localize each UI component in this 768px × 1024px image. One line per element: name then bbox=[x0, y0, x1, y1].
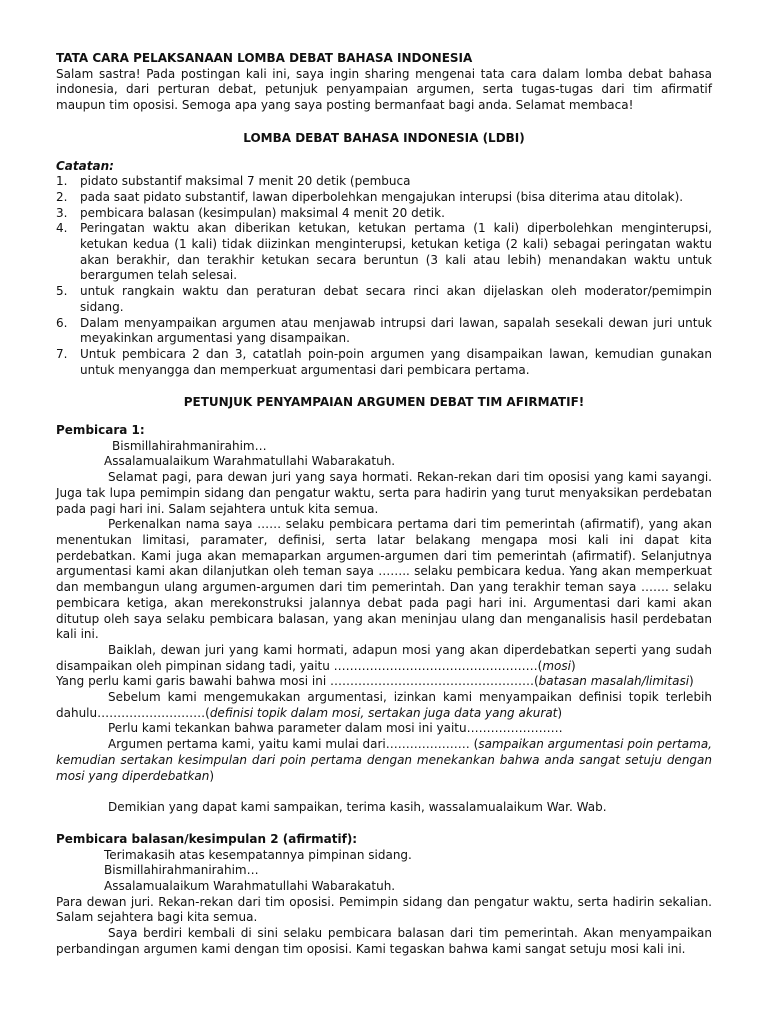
intro-paragraph: Salam sastra! Pada postingan kali ini, saya ingin sharing mengenai tata cara dalam lomba debat bahasa indonesia, dari perturan debat, petunjuk penyampaian argumen, serta tugas-tugas dari tim afirmatif maupun tim oposisi. Semoga apa yang saya posting bermanfaat bagi anda. Selamat membaca! bbox=[56, 66, 712, 113]
paragraph-text: ) bbox=[209, 768, 215, 783]
list-item bbox=[56, 206, 712, 222]
list-item-text: pembicara balasan (kesimpulan) maksimal 4 menit 20 detik. bbox=[80, 205, 445, 220]
paragraph-italic: sampaikan argumentasi poin pertama, kemudian sertakan kesimpulan dari poin pertama dengan menekankan bahwa anda sangat setuju dengan mosi yang diperdebatkan bbox=[56, 737, 712, 783]
paragraph-italic: definisi topik dalam mosi, sertakan juga data yang akurat bbox=[209, 705, 558, 720]
list-item-text: Untuk pembicara 2 dan 3, catatlah poin-poin argumen yang disampaikan lawan, kemudian gunakan untuk menyangga dan memperkuat argumentasi dari pembicara pertama. bbox=[80, 346, 712, 377]
list-item bbox=[56, 284, 712, 315]
list-item-number: 4. bbox=[56, 221, 68, 236]
speaker1-closing: Demikian yang dapat kami sampaikan, terima kasih, wassalamualaikum War. Wab. bbox=[108, 800, 607, 815]
speaker-final-paragraph-1: Para dewan juri. Rekan-rekan dari tim oposisi. Pemimpin sidang dan pengatur waktu, serta hadirin sekalian. Salam sejahtera bagi kita semua. bbox=[56, 894, 712, 925]
paragraph-text: Baiklah, dewan juri yang kami hormati, adapun mosi yang akan diperdebatkan seperti yang sudah disampaikan oleh pimpinan sidang tadi, yaitu ……………………………………………( bbox=[56, 642, 712, 673]
paragraph-text: Sebelum kami mengemukakan argumentasi, izinkan kami menyampaikan definisi topik terlebih dahulu………………………( bbox=[56, 690, 712, 720]
list-item-number: 3. bbox=[56, 205, 68, 220]
section-title-afirmatif: PETUNJUK PENYAMPAIAN ARGUMEN DEBAT TIM AFIRMATIF! bbox=[183, 395, 585, 410]
paragraph-italic: mosi bbox=[542, 658, 571, 673]
speaker-final-line-2: Bismillahirahmanirahim… bbox=[104, 863, 259, 878]
speaker1-paragraph-4 bbox=[56, 674, 712, 690]
speaker1-salam: Assalamualaikum Warahmatullahi Wabarakatuh. bbox=[104, 454, 396, 469]
speaker1-paragraph-5 bbox=[56, 690, 712, 721]
list-item-number: 7. bbox=[56, 346, 68, 361]
document-page bbox=[56, 51, 712, 958]
section-title-ldbi: LOMBA DEBAT BAHASA INDONESIA (LDBI) bbox=[243, 130, 525, 145]
speaker1-paragraph-2: Perkenalkan nama saya …… selaku pembicara pertama dari tim pemerintah (afirmatif), yang akan menentukan limitasi, paramater, definisi, serta latar belakang mengapa mosi kali ini dapat kita perdebatkan. Kami juga akan memaparkan argumen-argumen dari tim pemerintah (afirmatif). Selanjutnya argumentasi kami akan dilanjutkan oleh teman saya …….. selaku pembicara kedua. Yang akan memperkuat dan membangun ulang argumen-argumen dari tim pemerintah. Dan yang terakhir teman saya ……. selaku pembicara ketiga, akan merekonstruksi jalannya debat pada pagi hari ini. Argumentasi dari kami akan ditutup oleh saya selaku pembicara balasan, yang akan meninjau ulang dan menganalisis hasil perdebatan kali ini. bbox=[56, 517, 712, 642]
list-item-number: 2. bbox=[56, 189, 68, 204]
list-item bbox=[56, 347, 712, 378]
list-item-text: pidato substantif maksimal 7 menit 20 detik (pembuca bbox=[80, 174, 411, 189]
list-item bbox=[56, 174, 712, 190]
speaker1-paragraph-1: Selamat pagi, para dewan juri yang saya hormati. Rekan-rekan dari tim oposisi yang kami sayangi. Juga tak lupa pemimpin sidang dan pengatur waktu, serta para hadirin yang turut menyaksikan perdebatan pada pagi hari ini. Salam sejahtera untuk kita semua. bbox=[56, 470, 712, 516]
list-item-text: untuk rangkain waktu dan peraturan debat secara rinci akan dijelaskan oleh moderator/pemimpin sidang. bbox=[80, 284, 712, 314]
list-item-text: pada saat pidato substantif, lawan diperbolehkan mengajukan interupsi (bisa diterima atau ditolak). bbox=[80, 189, 684, 204]
speaker1-basmalah: Bismillahirahmanirahim… bbox=[112, 438, 267, 453]
list-item bbox=[56, 190, 712, 206]
speaker-final-line-1: Terimakasih atas kesempatannya pimpinan sidang. bbox=[104, 847, 412, 862]
speaker1-paragraph-6: Perlu kami tekankan bahwa parameter dalam mosi ini yaitu…………………… bbox=[108, 721, 563, 736]
spacer bbox=[56, 784, 712, 800]
paragraph-italic: batasan masalah/limitasi bbox=[538, 674, 690, 689]
notes-label: Catatan: bbox=[56, 158, 114, 173]
speaker-final-paragraph-2: Saya berdiri kembali di sini selaku pembicara balasan dari tim pemerintah. Akan menyampaikan perbandingan argumen kami dengan tim oposisi. Kami tegaskan bahwa kami sangat setuju mosi kali ini. bbox=[56, 926, 712, 956]
notes-list bbox=[56, 174, 712, 378]
list-item bbox=[56, 221, 712, 284]
list-item-text: Peringatan waktu akan diberikan ketukan, ketukan pertama (1 kali) diperbolehkan menginterupsi, ketukan kedua (1 kali) tidak diizinkan menginterupsi, ketukan ketiga (2 kali) sebagai peringatan waktu akan berakhir, dan terakhir ketukan secara beruntun (3 kali atau lebih) menandakan waktu untuk berargumen telah selesai. bbox=[80, 221, 712, 283]
document-title: TATA CARA PELAKSANAAN LOMBA DEBAT BAHASA INDONESIA bbox=[56, 51, 473, 65]
speaker-final-line-3: Assalamualaikum Warahmatullahi Wabarakatuh. bbox=[104, 879, 396, 894]
paragraph-text: ) bbox=[570, 658, 576, 673]
list-item-number: 5. bbox=[56, 284, 68, 299]
list-item bbox=[56, 316, 712, 347]
speaker1-paragraph-3 bbox=[56, 643, 712, 674]
spacer bbox=[56, 816, 712, 832]
list-item-number: 6. bbox=[56, 315, 68, 330]
list-item-number: 1. bbox=[56, 174, 68, 189]
paragraph-text: ) bbox=[689, 674, 694, 689]
paragraph-text: Yang perlu kami garis bawahi bahwa mosi ini ……………………………………………( bbox=[56, 674, 539, 689]
speaker1-paragraph-7 bbox=[56, 737, 712, 784]
speaker1-label: Pembicara 1: bbox=[56, 423, 145, 438]
speaker-final-label: Pembicara balasan/kesimpulan 2 (afirmatif): bbox=[56, 831, 358, 846]
list-item-text: Dalam menyampaikan argumen atau menjawab intrupsi dari lawan, sapalah sesekali dewan juri untuk meyakinkan argumentasi yang disampaikan. bbox=[80, 315, 712, 346]
paragraph-text: Argumen pertama kami, yaitu kami mulai dari………………… ( bbox=[108, 737, 479, 752]
paragraph-text: ) bbox=[557, 705, 563, 720]
